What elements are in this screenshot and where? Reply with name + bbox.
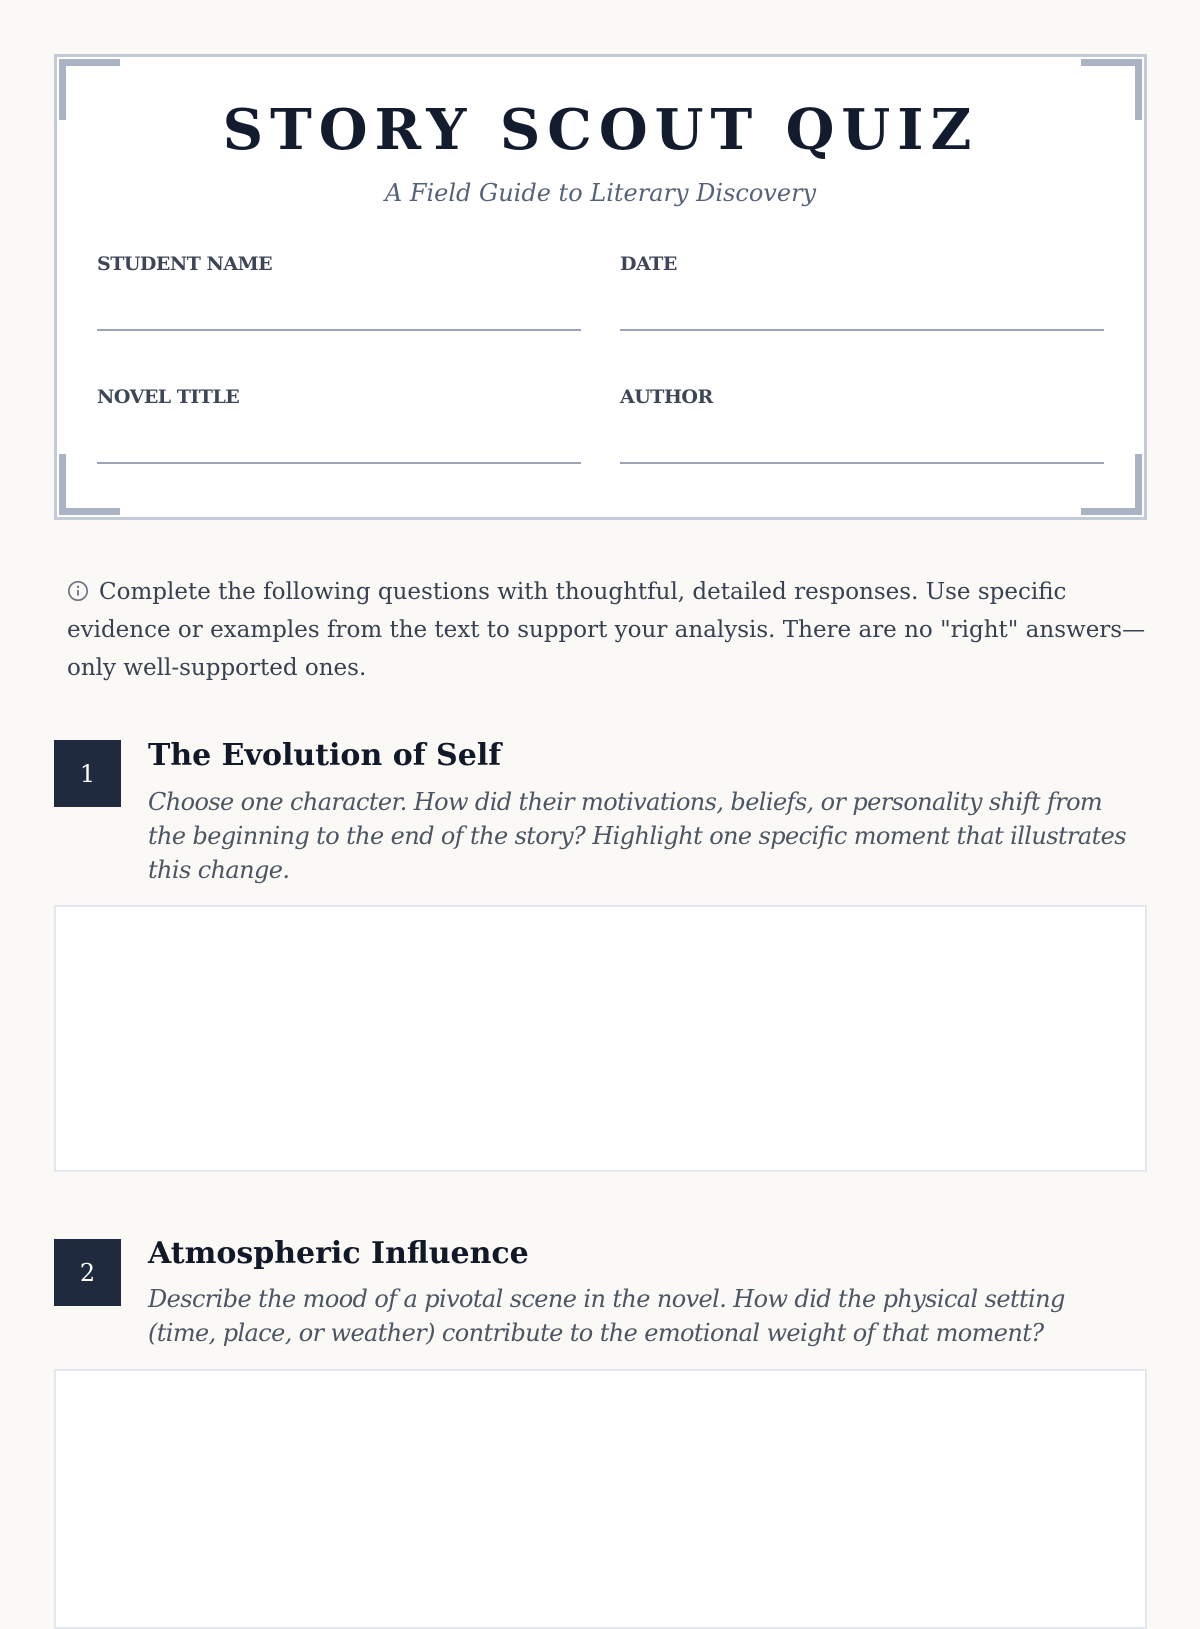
question-title: The Evolution of Self	[148, 738, 502, 773]
date-field[interactable]	[620, 253, 1104, 275]
question-number-badge: 2	[54, 1239, 121, 1306]
instructions-text: Complete the following questions with thoughtful, detailed responses. Use specific evidence or examples from the text to support your analysis. There are no "right" answers—only well-supported ones.	[67, 579, 1146, 681]
question-prompt: Describe the mood of a pivotal scene in the novel. How did the physical setting (time, place, or weather) contribute to the emotional weight of that moment?	[148, 1285, 1065, 1347]
novel-title-field[interactable]	[97, 386, 581, 408]
question-prompt: Choose one character. How did their motivations, beliefs, or personality shift from the beginning to the end of the story? Highlight one specific moment that illustrates this change.	[148, 788, 1126, 884]
page-title: STORY SCOUT QUIZ	[222, 97, 979, 163]
quiz-header-card	[54, 54, 1147, 520]
author-field[interactable]	[620, 386, 1104, 408]
page-subtitle: A Field Guide to Literary Discovery	[384, 179, 817, 207]
author-line[interactable]	[620, 462, 1104, 464]
answer-box-question-2[interactable]	[54, 1369, 1147, 1629]
question-title: Atmospheric Influence	[148, 1236, 529, 1271]
instructions	[67, 573, 1147, 687]
date-line[interactable]	[620, 329, 1104, 331]
author-label: AUTHOR	[620, 386, 713, 408]
student-name-line[interactable]	[97, 329, 581, 331]
student-name-field[interactable]	[97, 253, 581, 275]
answer-box-question-1[interactable]	[54, 905, 1147, 1172]
novel-title-line[interactable]	[97, 462, 581, 464]
question-number-badge: 1	[54, 740, 121, 807]
info-icon	[67, 580, 89, 602]
novel-title-label: NOVEL TITLE	[97, 386, 240, 408]
student-name-label: STUDENT NAME	[97, 253, 273, 275]
date-label: DATE	[620, 253, 677, 275]
